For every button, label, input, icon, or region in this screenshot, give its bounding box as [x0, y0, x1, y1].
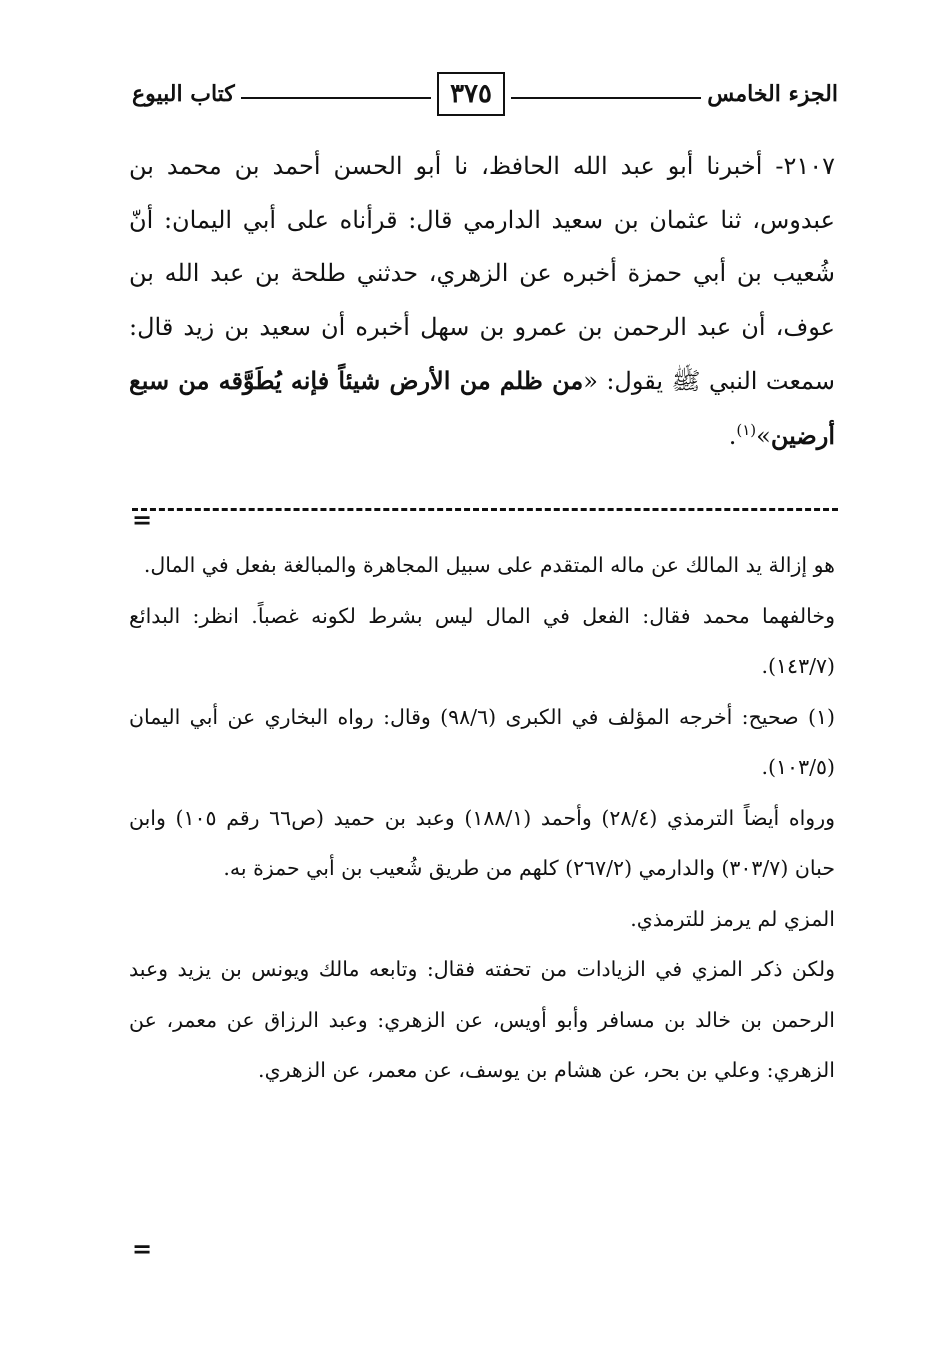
footnote-paragraph: (١) صحيح: أخرجه المؤلف في الكبرى (٩٨/٦) وقال: رواه البخاري عن أبي اليمان (١٠٣/٥). — [129, 704, 835, 779]
footnote-paragraph: وخالفهما محمد فقال: الفعل في المال ليس بشرط لكونه غصباً. انظر: البدائع (١٤٣/٧). — [129, 603, 835, 678]
footnote-separator — [132, 498, 838, 534]
footnote-reference: (١) — [736, 420, 757, 439]
hadith-end-period: . — [728, 421, 737, 450]
header-rule-left — [241, 97, 431, 99]
footnote-paragraph: هو إزالة يد المالك عن ماله المتقدم على سبيل المجاهرة والمبالغة بفعل في المال. — [143, 553, 835, 577]
footnote-paragraph: المزي لم يرمز للترمذي. — [630, 906, 835, 931]
hadith-number: ٢١٠٧- — [775, 152, 836, 180]
header-rule-right — [511, 97, 701, 99]
footnote-paragraph: ولكن ذكر المزي في الزيادات من تحفته فقال: وتابعه مالك ويونس بن يزيد وعبد الرحمن بن خالد بن مسافر وأبو أويس، عن الزهري: وعبد الرزاق عن معمر، عن الزهري: وعلي بن بحر، عن هشام بن يوسف، عن معمر، عن الزهري. — [129, 957, 835, 1082]
dashed-rule — [132, 508, 838, 511]
footnote-paragraph: ورواه أيضاً الترمذي (٢٨/٤) وأحمد (١٨٨/١) وعبد بن حميد (ص٦٦ رقم ١٠٥) وابن حبان (٣٠٣/٧) والدارمي (٢٦٧/٢) كلهم من طريق شُعيب بن أبي حمزة به. — [129, 805, 835, 880]
continuation-mark: = — [132, 505, 153, 534]
hadith-body — [129, 140, 835, 463]
volume-title: الجزء الخامس — [707, 81, 838, 107]
hadith-quote-close: » — [756, 421, 771, 450]
footnotes-section — [129, 540, 835, 1096]
hadith-matn-bold: من ظلم من الأرض شيئاً فإنه يُطَوَّقه من سبع أرضين — [129, 366, 835, 450]
book-title: كتاب البيوع — [132, 81, 235, 107]
page-header — [132, 68, 838, 120]
continuation-mark-bottom: = — [132, 1234, 153, 1263]
hadith-chain-text: أخبرنا أبو عبد الله الحافظ، نا أبو الحسن أحمد بن محمد بن عبدوس، ثنا عثمان بن سعيد الدارمي قال: قرأناه على أبي اليمان: أنّ شُعيب بن أبي حمزة أخبره عن الزهري، حدثني طلحة بن عبد الله بن عوف، أن عبد الرحمن بن عمرو بن سهل أخبره أن سعيد بن زيد قال: سمعت النبي ﷺ يقول: « — [129, 152, 835, 395]
page-number: ٣٧٥ — [437, 72, 505, 116]
